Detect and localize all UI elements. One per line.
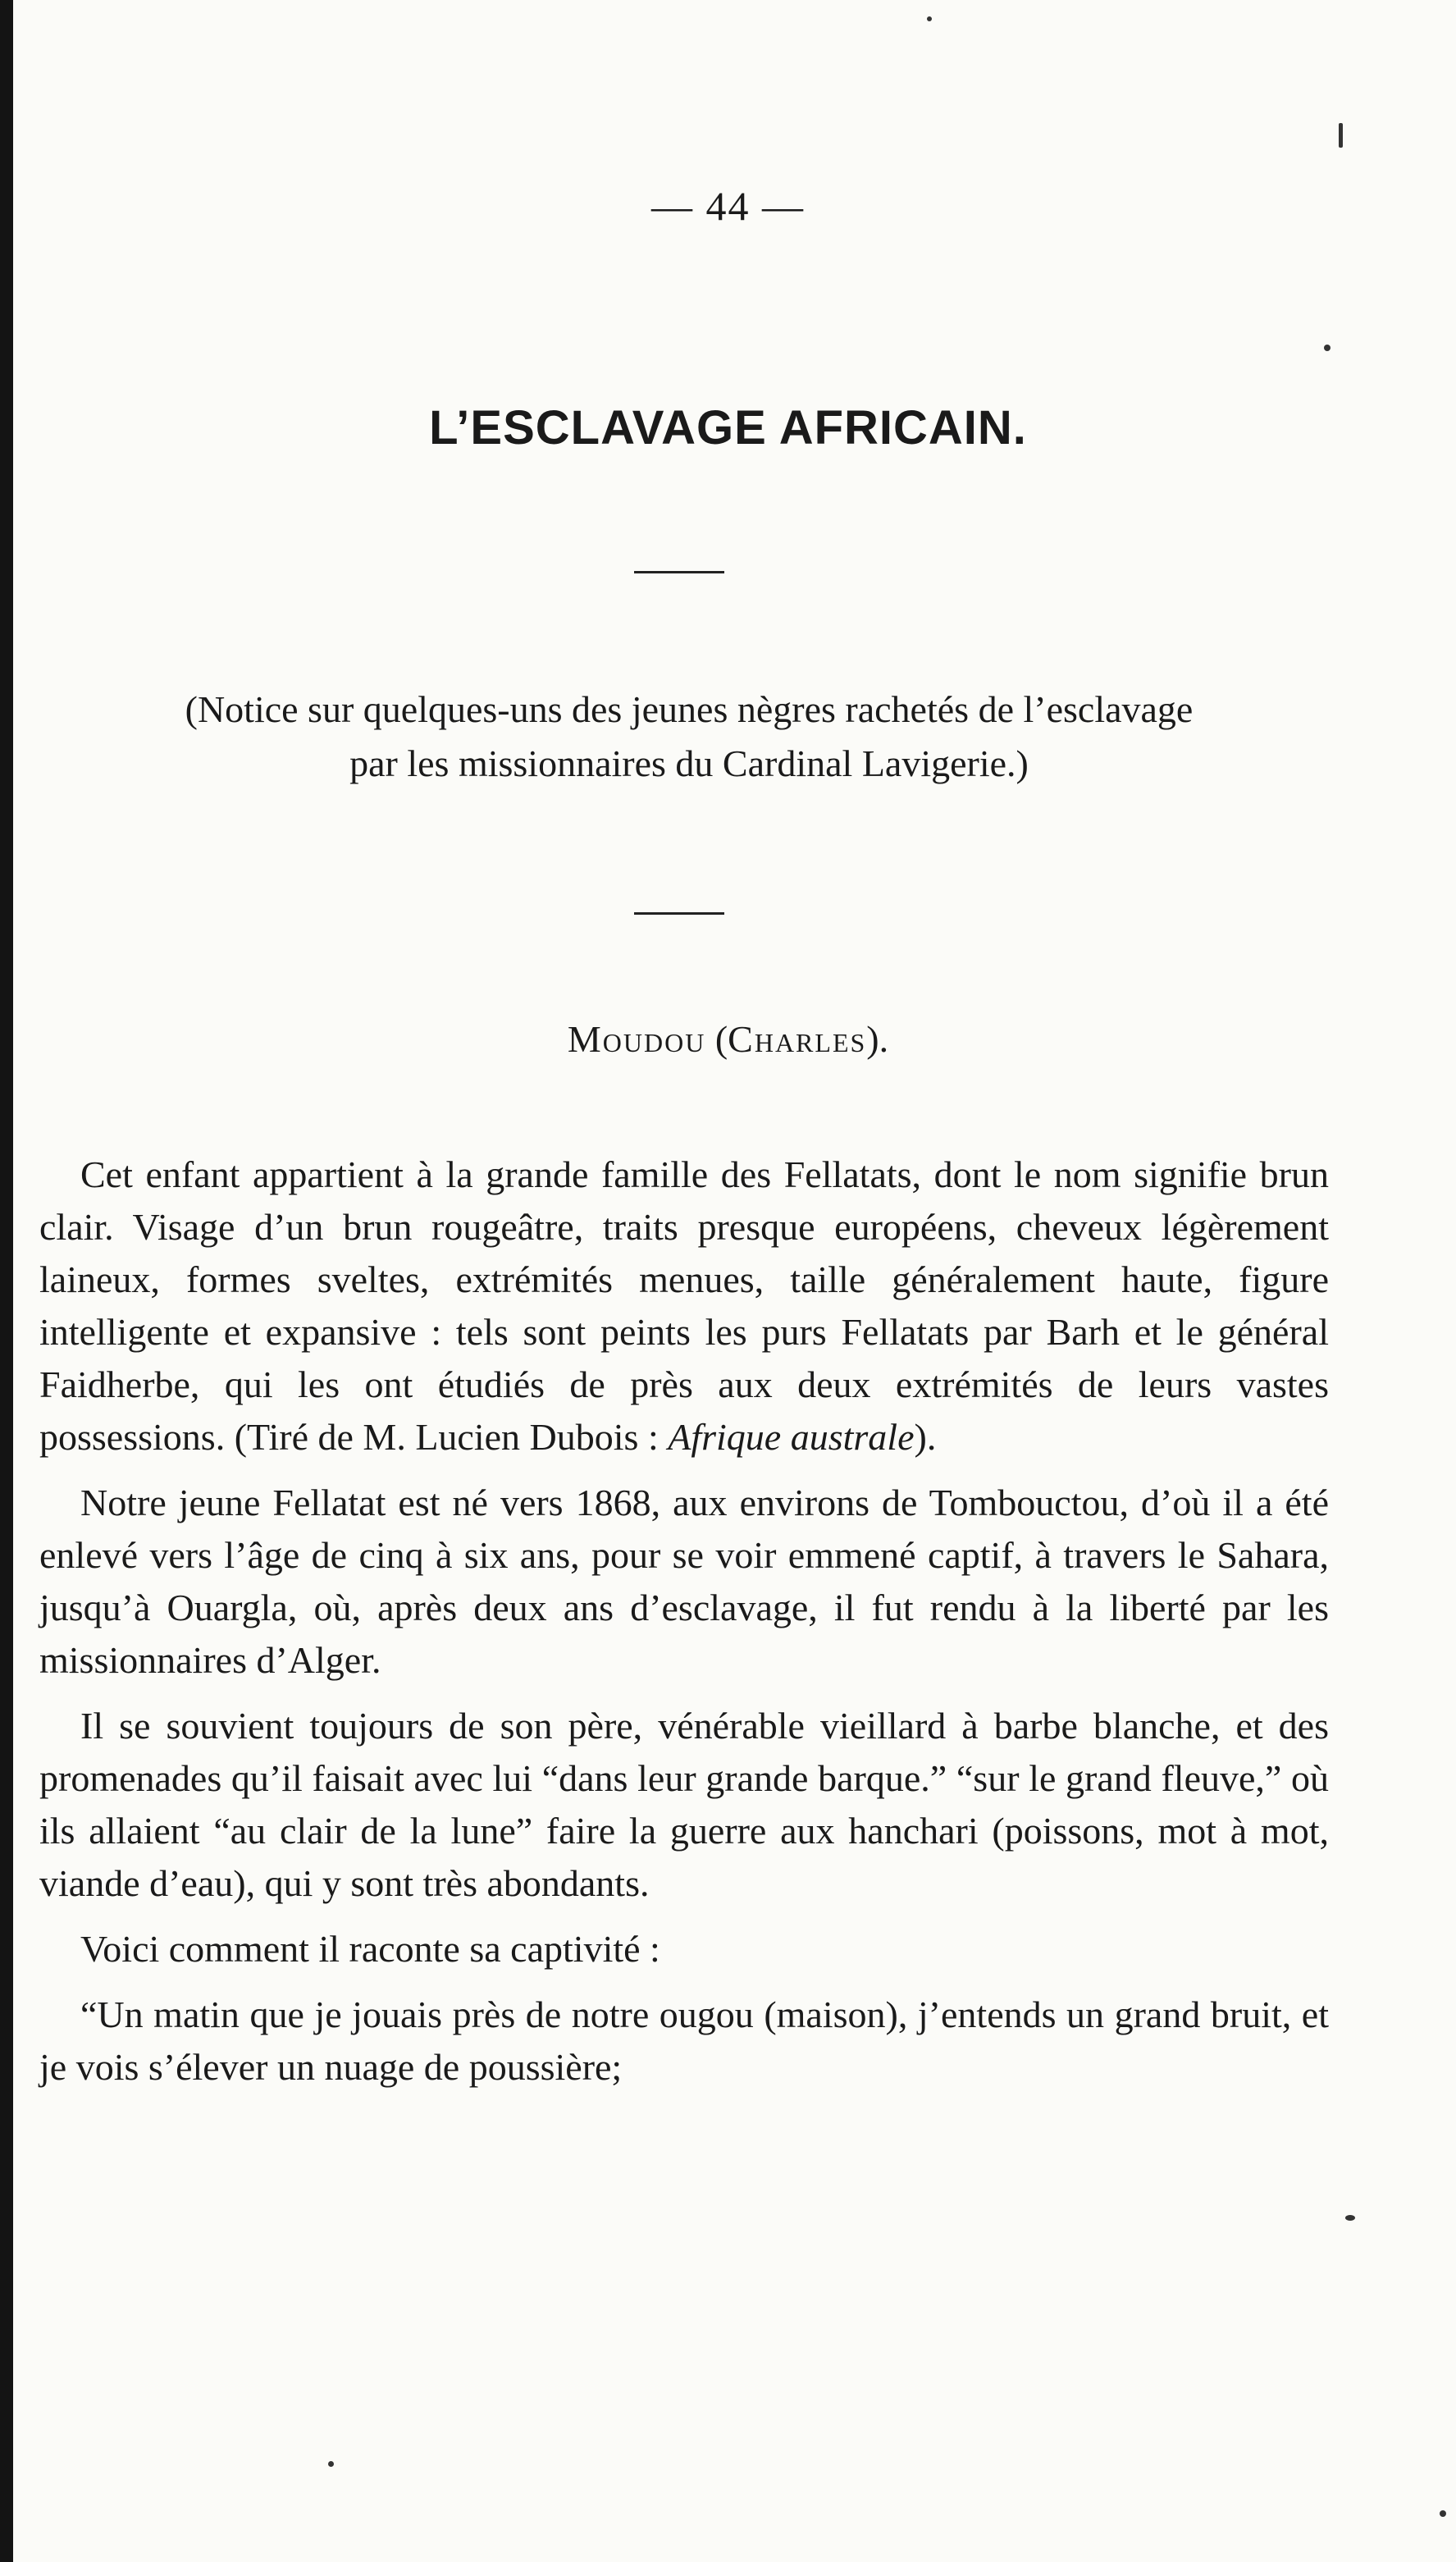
divider-rule bbox=[634, 571, 724, 573]
scan-speck bbox=[927, 16, 932, 21]
notice-subtitle bbox=[41, 683, 1337, 791]
quoted-paragraph: “Un matin que je jouais près de notre ougou (maison), j’entends un grand bruit, et je vois s’élever un nuage de poussière; bbox=[39, 1993, 1329, 2088]
divider-rule bbox=[634, 912, 724, 915]
paragraph-text: Cet enfant appartient à la grande famille des Fellatats, dont le nom signifie brun clair. Visage d’un brun rougeâtre, traits presque européens, cheveux légèrement laineux, formes sveltes, extrémités menues, taille généralement haute, figure intelligente et expansive : tels sont peints les purs Fellatats par Barh et le général Faidherbe, qui les ont étudiés de près aux deux extrémités de leurs vastes possessions. (Tiré de M. Lucien Dubois : bbox=[39, 1153, 1329, 1458]
subject-open-paren: ( bbox=[714, 1018, 728, 1060]
notice-line: par les missionnaires du Cardinal Lavigerie.) bbox=[349, 742, 1029, 784]
subject-heading bbox=[0, 1017, 1456, 1061]
subject-alias: Charles bbox=[728, 1018, 867, 1060]
paragraph: Voici comment il raconte sa captivité : bbox=[80, 1928, 660, 1970]
subject-name: Moudou bbox=[567, 1018, 706, 1060]
page-title: L’ESCLAVAGE AFRICAIN. bbox=[429, 401, 1027, 454]
paragraph-end: ). bbox=[914, 1416, 937, 1458]
scan-speck bbox=[328, 2461, 334, 2467]
paragraph: Il se souvient toujours de son père, vénérable vieillard à barbe blanche, et des promenades qu’il faisait avec lui “dans leur grande barque.” “sur le grand fleuve,” où ils allaient “au clair de la lune” faire la guerre aux hanchari (poissons, mot à mot, viande d’eau), qui y sont très abondants. bbox=[39, 1705, 1329, 1904]
paragraph: Notre jeune Fellatat est né vers 1868, aux environs de Tombouctou, d’où il a été enlevé vers l’âge de cinq à six ans, pour se voir emmené captif, à travers le Sahara, jusqu’à Ouargla, où, après deux ans d’esclavage, il fut rendu à la liberté par les missionnaires d’Alger. bbox=[39, 1482, 1329, 1681]
scan-speck bbox=[1324, 345, 1330, 351]
source-title: Afrique australe bbox=[668, 1416, 915, 1458]
body-text bbox=[39, 1149, 1329, 2107]
page-number: — 44 — bbox=[651, 183, 805, 229]
scan-speck bbox=[1345, 2215, 1355, 2221]
scan-speck bbox=[1339, 123, 1343, 148]
binding-edge bbox=[0, 0, 13, 2562]
notice-line: (Notice sur quelques-uns des jeunes nègres rachetés de l’esclavage bbox=[185, 688, 1194, 730]
paragraph bbox=[39, 1149, 1329, 1464]
scan-speck bbox=[1440, 2510, 1446, 2517]
subject-close-paren: ). bbox=[866, 1018, 889, 1060]
